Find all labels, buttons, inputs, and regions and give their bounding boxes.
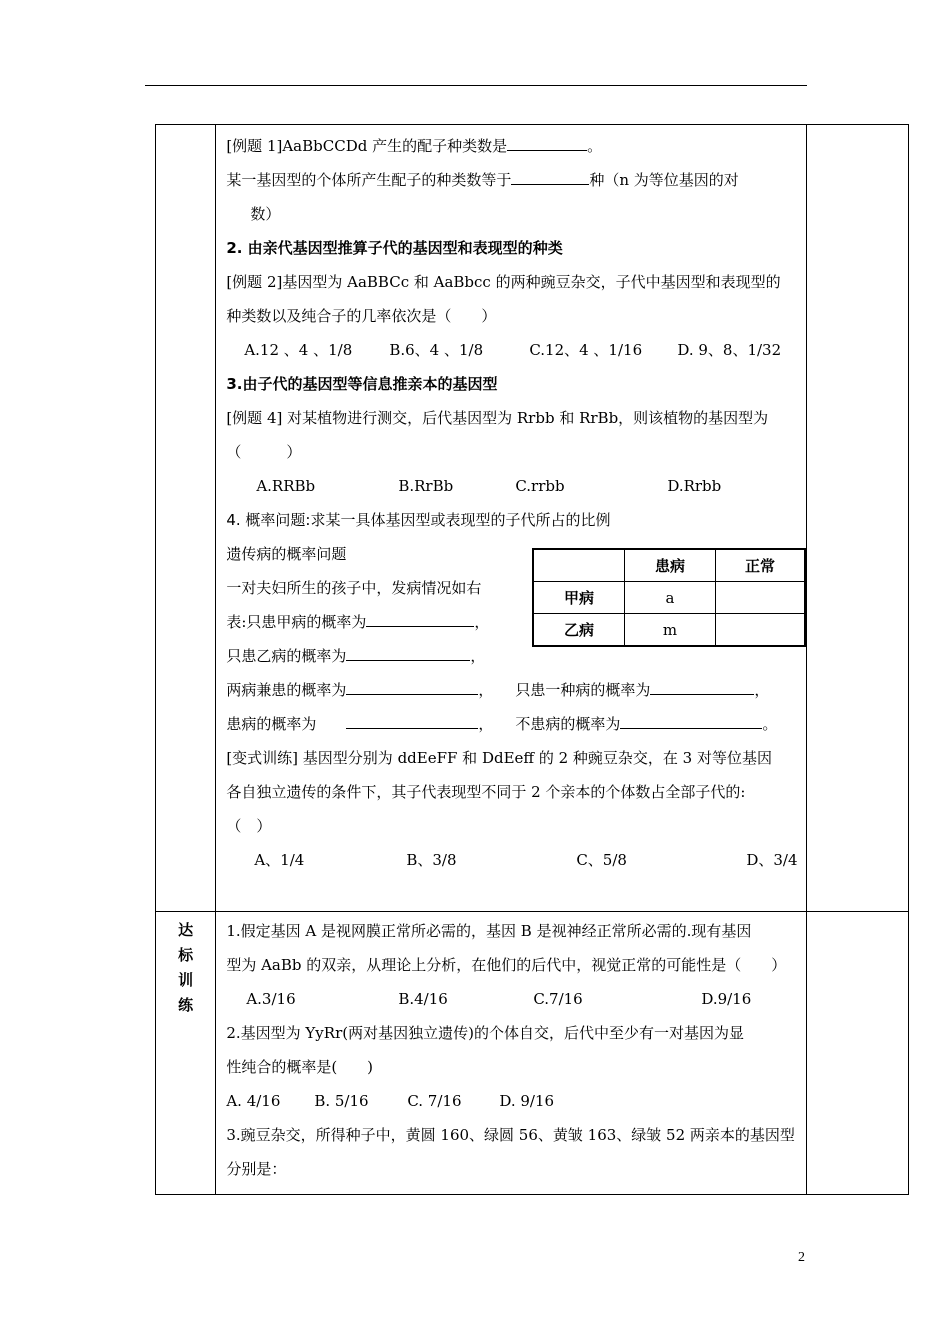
prob-sick: 患病的概率为 ， 不患病的概率为 。 [226,707,797,741]
illness-cell: a [625,582,716,614]
illness-table [532,548,806,647]
blank[interactable] [511,166,589,185]
variant-training-paren: （ ） [226,817,272,835]
option: A. 4/16 [226,1092,281,1110]
illness-header [533,549,625,582]
blank[interactable] [650,676,754,695]
example-4: [例题 4] 对某植物进行测交，后代基因型为 Rrbb 和 RrBb，则该植物的基因型为 [226,409,769,427]
option: B、3/8 [406,851,457,869]
option: D.Rrbb [667,477,722,495]
heading-4: 4. 概率问题:求某一具体基因型或表现型的子代所占的比例 [226,511,611,529]
blank[interactable] [346,642,470,661]
option: D.9/16 [701,990,752,1008]
example-1: [例题 1]AaBbCCDd 产生的配子种类数是 。 [226,129,797,163]
row2-note-cell [806,912,909,1195]
option: C.12、4 、1/16 [529,341,643,359]
option: A.RRBb [256,477,316,495]
illness-cell: m [625,614,716,647]
question-1-cont: 型为 AaBb 的双亲，从理论上分析，在他们的后代中，视觉正常的可能性是（ ） [226,956,787,974]
row2-content-cell [216,912,806,1195]
example-4-cont: （ ） [226,443,302,461]
blank[interactable] [346,676,478,695]
option: C.7/16 [533,990,583,1008]
heading-3: 3.由子代的基因型等信息推亲本的基因型 [226,375,498,393]
option: D. 9/16 [499,1092,555,1110]
blank[interactable] [620,710,762,729]
blank[interactable] [507,132,587,151]
row1-note-cell [806,125,909,912]
example-2: [例题 2]基因型为 AaBBCc 和 AaBbcc 的两种豌豆杂交，子代中基因型和表现型的 [226,273,781,291]
option: B.4/16 [398,990,448,1008]
section-label: 达 标 训 练 [178,921,194,1014]
illness-row-name: 甲病 [533,582,625,614]
option: D. 9、8、1/32 [677,341,782,359]
blank[interactable] [346,710,478,729]
header-rule [145,85,807,86]
question-2-options [226,1084,797,1118]
question-2: 2.基因型为 YyRr(两对基因独立遗传)的个体自交，后代中至少有一对基因为显 [226,1024,744,1042]
prob-both: 两病兼患的概率为 ， 只患一种病的概率为 ， [226,673,797,707]
option: A、1/4 [254,851,305,869]
option: B.6、4 、1/8 [389,341,484,359]
example-4-options [226,469,797,503]
page-number: 2 [798,1250,805,1265]
question-1: 1.假定基因 A 是视网膜正常所必需的，基因 B 是视神经正常所必需的.现有基因 [226,922,752,940]
illness-cell [716,582,806,614]
option: A.3/16 [246,990,296,1008]
example-2-options [226,333,797,367]
prob-only-b: 只患乙病的概率为 ， [226,639,797,673]
illness-row-name: 乙病 [533,614,625,647]
variant-training: [变式训练] 基因型分别为 ddEeFF 和 DdEeff 的 2 种豌豆杂交，在 3 对等位基因 [226,749,772,767]
question-1-options [226,982,797,1016]
illness-cell [716,614,806,647]
heading-2: 2. 由亲代基因型推算子代的基因型和表现型的种类 [226,239,563,257]
prob-intro: 遗传病的概率问题 [226,545,347,563]
option: D、3/4 [746,851,798,869]
question-2-cont: 性纯合的概率是( ) [226,1058,374,1076]
option: C、5/8 [576,851,627,869]
prob-only-a: 表:只患甲病的概率为 ， [226,605,797,639]
illness-header: 患病 [625,549,716,582]
option: A.12 、4 、1/8 [244,341,353,359]
rule-line: 某一基因型的个体所产生配子的种类数等于 种（n 为等位基因的对 [226,163,797,197]
option: C.rrbb [515,477,565,495]
variant-options [226,843,797,877]
row2-label-cell [156,912,216,1195]
question-3: 3.豌豆杂交，所得种子中，黄圆 160、绿圆 56、黄皱 163、绿皱 52 两亲本的基因型 [226,1126,795,1144]
row1-label-cell [156,125,216,912]
question-3-cont: 分别是： [226,1160,287,1178]
rule-line-cont: 数） [250,205,281,223]
option: C. 7/16 [407,1092,462,1110]
worksheet-table [155,124,909,1195]
prob-desc: 一对夫妇所生的孩子中，发病情况如右 [226,579,482,597]
row1-content-cell [216,125,806,912]
option: B.RrBb [398,477,454,495]
blank[interactable] [366,608,474,627]
variant-training-cont: 各自独立遗传的条件下，其子代表现型不同于 2 个亲本的个体数占全部子代的: [226,783,746,801]
illness-header: 正常 [716,549,806,582]
option: B. 5/16 [314,1092,369,1110]
example-2-cont: 种类数以及纯合子的几率依次是（ ） [226,307,497,325]
